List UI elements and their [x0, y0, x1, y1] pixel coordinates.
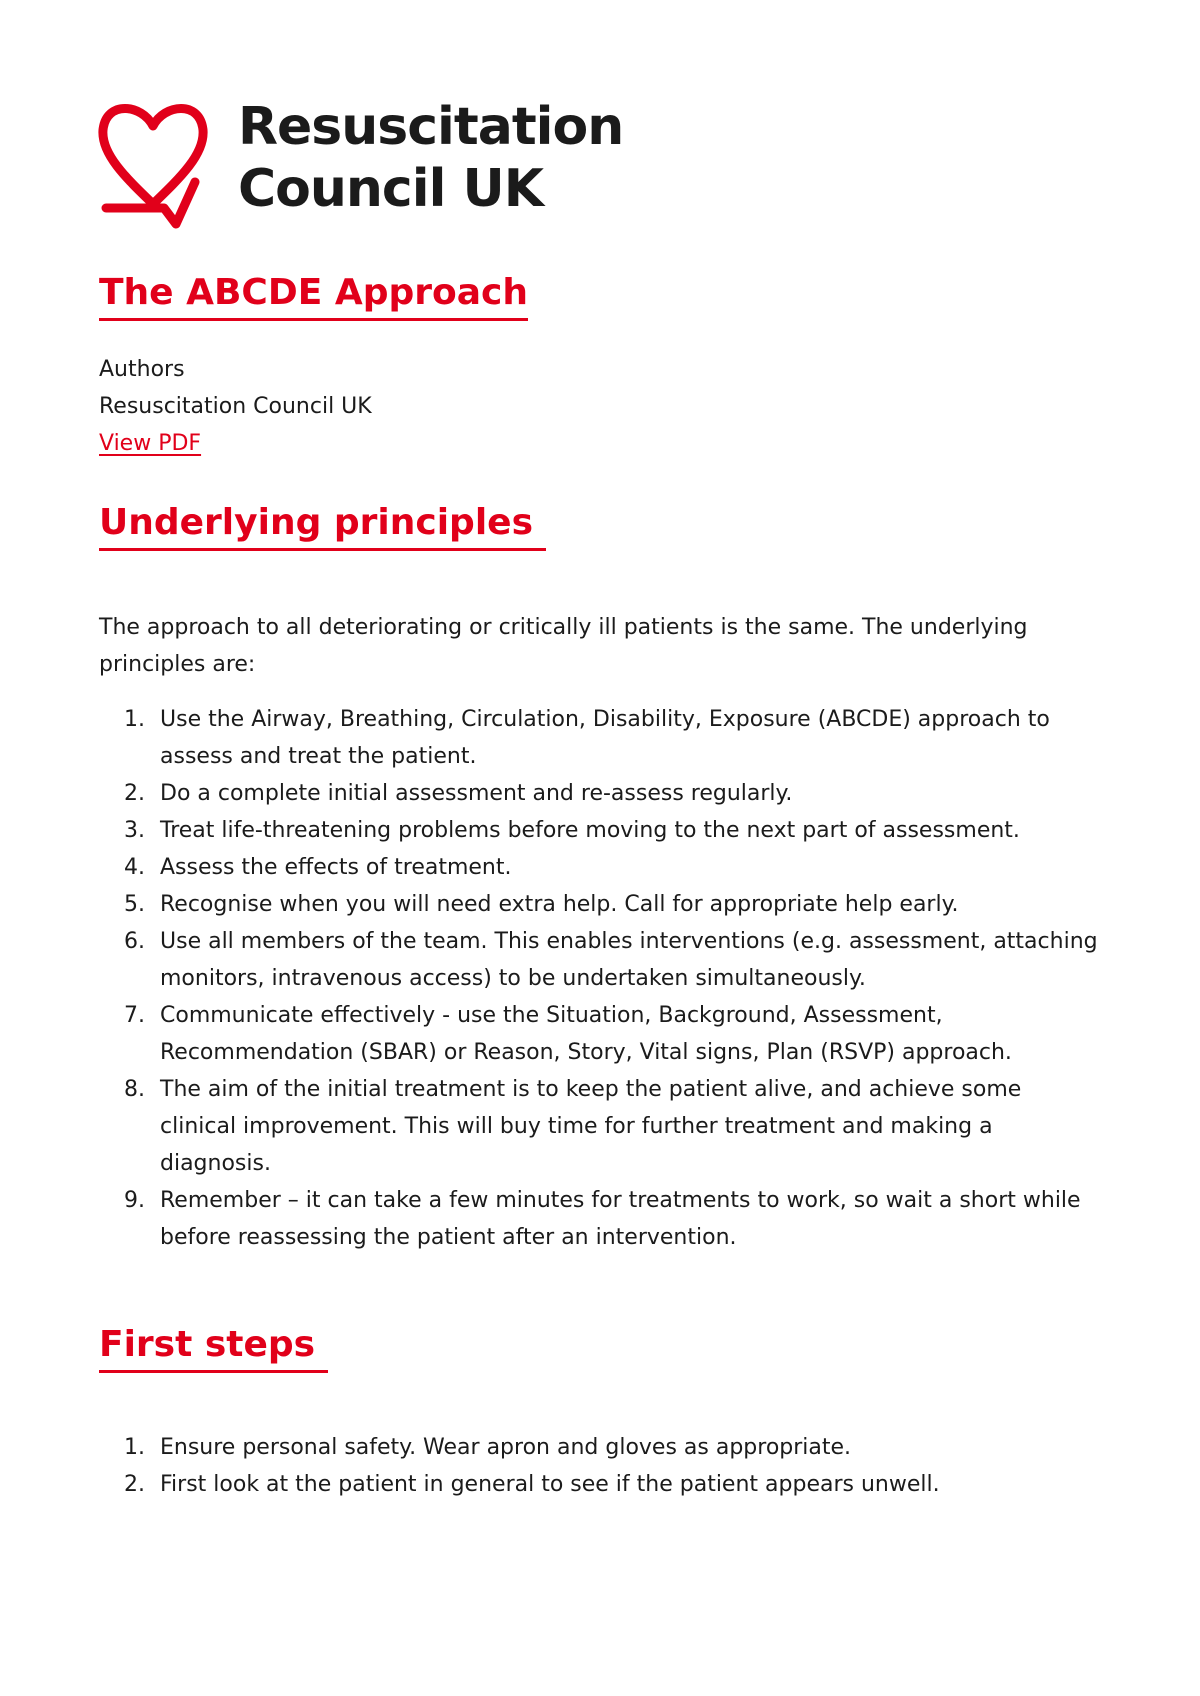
list-item-number: 2.	[124, 781, 145, 806]
list-item	[99, 1182, 1099, 1256]
list-item-text: The aim of the initial treatment is to keep the patient alive, and achieve some clinical improvement. This will buy time for further treatment and making a diagnosis.	[160, 1077, 1022, 1176]
list-item	[99, 1429, 1099, 1466]
underlying-principles-list	[99, 701, 1099, 1256]
brand-logo[interactable]	[98, 96, 698, 236]
list-item	[99, 849, 1099, 886]
list-item	[99, 701, 1099, 775]
author-block	[99, 351, 1099, 462]
list-item-text: Use all members of the team. This enables interventions (e.g. assessment, attaching monitors, intravenous access) to be undertaken simultaneously.	[160, 929, 1098, 991]
article-content	[99, 268, 1099, 1503]
list-item-text: Recognise when you will need extra help. Call for appropriate help early.	[160, 892, 959, 917]
list-item-text: Communicate effectively - use the Situation, Background, Assessment, Recommendation (SBAR) or Reason, Story, Vital signs, Plan (RSVP) approach.	[160, 1003, 1012, 1065]
list-item-text: Treat life-threatening problems before moving to the next part of assessment.	[160, 818, 1020, 843]
list-item-number: 3.	[124, 818, 145, 843]
first-steps-heading: First steps	[99, 1320, 328, 1373]
underlying-intro: The approach to all deteriorating or critically ill patients is the same. The underlying principles are:	[99, 615, 1028, 677]
list-item	[99, 886, 1099, 923]
list-item-text: Remember – it can take a few minutes for treatments to work, so wait a short while before reassessing the patient after an intervention.	[160, 1188, 1081, 1250]
list-item-text: Use the Airway, Breathing, Circulation, Disability, Exposure (ABCDE) approach to assess and treat the patient.	[160, 707, 1050, 769]
list-item-text: First look at the patient in general to see if the patient appears unwell.	[160, 1472, 940, 1497]
list-item	[99, 775, 1099, 812]
list-item-number: 4.	[124, 855, 145, 880]
list-item-number: 8.	[124, 1077, 145, 1102]
list-item	[99, 1466, 1099, 1503]
first-steps-list	[99, 1429, 1099, 1503]
list-item-number: 7.	[124, 1003, 145, 1028]
brand-line-1: Resuscitation	[238, 97, 624, 157]
underlying-principles-heading: Underlying principles	[99, 498, 546, 551]
list-item-number: 9.	[124, 1188, 145, 1213]
list-item-number: 1.	[124, 1435, 145, 1460]
list-item-number: 2.	[124, 1472, 145, 1497]
list-item-text: Assess the effects of treatment.	[160, 855, 512, 880]
list-item-number: 5.	[124, 892, 145, 917]
brand-line-2: Council UK	[238, 159, 544, 219]
page-title: The ABCDE Approach	[99, 268, 528, 321]
list-item-text: Ensure personal safety. Wear apron and gloves as appropriate.	[160, 1435, 852, 1460]
list-item	[99, 923, 1099, 997]
list-item-text: Do a complete initial assessment and re-assess regularly.	[160, 781, 793, 806]
brand-wordmark	[238, 96, 623, 220]
heart-speech-bubble-icon	[98, 96, 208, 232]
author-name: Resuscitation Council UK	[99, 394, 372, 419]
list-item	[99, 1071, 1099, 1182]
list-item-number: 1.	[124, 707, 145, 732]
list-item	[99, 812, 1099, 849]
list-item-number: 6.	[124, 929, 145, 954]
authors-label: Authors	[99, 357, 185, 382]
view-pdf-link[interactable]: View PDF	[99, 431, 202, 456]
list-item	[99, 997, 1099, 1071]
